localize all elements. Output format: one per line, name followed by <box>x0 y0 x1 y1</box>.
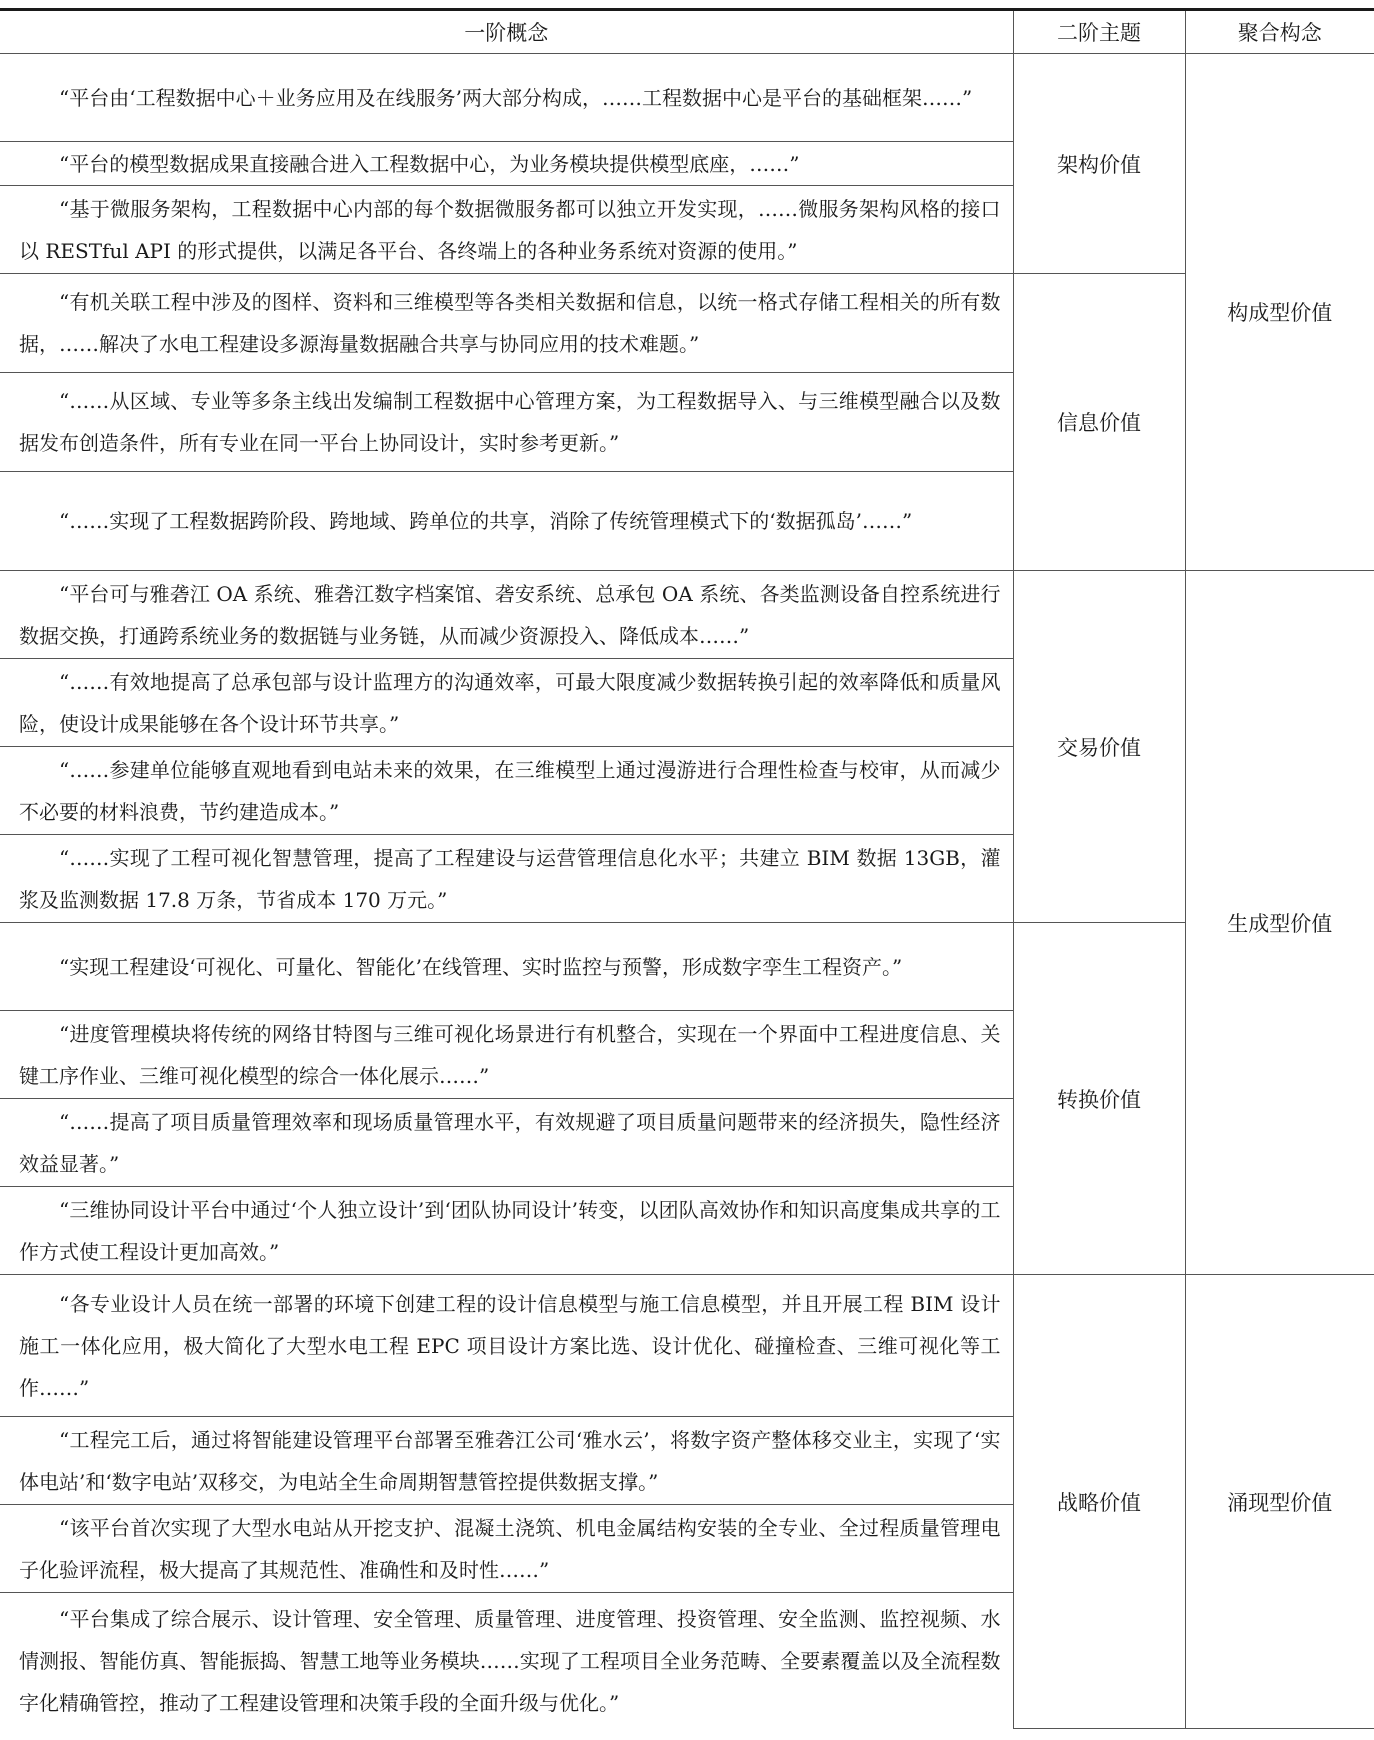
concept-cell: “……从区域、专业等多条主线出发编制工程数据中心管理方案，为工程数据导入、与三维模型融合以及数据发布创造条件，所有专业在同一平台上协同设计，实时参考更新。” <box>0 373 1013 472</box>
concept-cell: “进度管理模块将传统的网络甘特图与三维可视化场景进行有机整合，实现在一个界面中工程进度信息、关键工序作业、三维可视化模型的综合一体化展示……” <box>0 1011 1013 1099</box>
theme-cell: 转换价值 <box>1013 923 1185 1275</box>
concept-cell: “……提高了项目质量管理效率和现场质量管理水平，有效规避了项目质量问题带来的经济损失，隐性经济效益显著。” <box>0 1099 1013 1187</box>
concept-cell: “三维协同设计平台中通过‘个人独立设计’到‘团队协同设计’转变，以团队高效协作和知识高度集成共享的工作方式使工程设计更加高效。” <box>0 1187 1013 1275</box>
theme-cell: 架构价值 <box>1013 54 1185 274</box>
concept-cell: “实现工程建设‘可视化、可量化、智能化’在线管理、实时监控与预警，形成数字孪生工程资产。” <box>0 923 1013 1011</box>
table-row <box>0 923 1374 1011</box>
theme-cell: 战略价值 <box>1013 1275 1185 1729</box>
theme-cell: 信息价值 <box>1013 274 1185 571</box>
concept-cell: “……实现了工程可视化智慧管理，提高了工程建设与运营管理信息化水平；共建立 BIM 数据 13GB，灌浆及监测数据 17.8 万条，节省成本 170 万元。” <box>0 835 1013 923</box>
aggregate-cell: 生成型价值 <box>1185 571 1374 1275</box>
concept-cell: “该平台首次实现了大型水电站从开挖支护、混凝土浇筑、机电金属结构安装的全专业、全过程质量管理电子化验评流程，极大提高了其规范性、准确性和及时性……” <box>0 1505 1013 1593</box>
concept-cell: “……实现了工程数据跨阶段、跨地域、跨单位的共享，消除了传统管理模式下的‘数据孤岛’……” <box>0 472 1013 571</box>
coding-table <box>0 8 1374 1729</box>
concept-cell: “平台集成了综合展示、设计管理、安全管理、质量管理、进度管理、投资管理、安全监测、监控视频、水情测报、智能仿真、智能振捣、智慧工地等业务模块……实现了工程项目全业务范畴、全要素覆盖以及全流程数字化精确管控，推动了工程建设管理和决策手段的全面升级与优化。” <box>19 1606 1001 1715</box>
concept-cell: “工程完工后，通过将智能建设管理平台部署至雅砻江公司‘雅水云’，将数字资产整体移交业主，实现了‘实体电站’和‘数字电站’双移交，为电站全生命周期智慧管控提供数据支撑。” <box>0 1417 1013 1505</box>
table-row <box>0 1275 1374 1417</box>
table-row <box>0 54 1374 142</box>
concept-cell: “平台由‘工程数据中心＋业务应用及在线服务’两大部分构成，……工程数据中心是平台的基础框架……” <box>0 54 1013 142</box>
header-second-order-themes: 二阶主题 <box>1013 10 1185 54</box>
concept-cell: “平台的模型数据成果直接融合进入工程数据中心，为业务模块提供模型底座，……” <box>0 142 1013 186</box>
concept-cell: “基于微服务架构，工程数据中心内部的每个数据微服务都可以独立开发实现，……微服务架构风格的接口以 RESTful API 的形式提供，以满足各平台、各终端上的各种业务系统对资源的使用。” <box>0 186 1013 274</box>
concept-cell: “……参建单位能够直观地看到电站未来的效果，在三维模型上通过漫游进行合理性检查与校审，从而减少不必要的材料浪费，节约建造成本。” <box>0 747 1013 835</box>
table-row <box>0 274 1374 373</box>
header-first-order-concepts: 一阶概念 <box>0 10 1013 54</box>
aggregate-cell: 构成型价值 <box>1185 54 1374 571</box>
concept-cell: “……有效地提高了总承包部与设计监理方的沟通效率，可最大限度减少数据转换引起的效率降低和质量风险，使设计成果能够在各个设计环节共享。” <box>0 659 1013 747</box>
theme-cell: 交易价值 <box>1013 571 1185 923</box>
table-header-row <box>0 10 1374 54</box>
table-row <box>0 571 1374 659</box>
concept-cell: “各专业设计人员在统一部署的环境下创建工程的设计信息模型与施工信息模型，并且开展工程 BIM 设计施工一体化应用，极大简化了大型水电工程 EPC 项目设计方案比选、设计优化、碰撞检查、三维可视化等工作……” <box>0 1275 1013 1417</box>
aggregate-cell: 涌现型价值 <box>1185 1275 1374 1729</box>
concept-cell: “有机关联工程中涉及的图样、资料和三维模型等各类相关数据和信息，以统一格式存储工程相关的所有数据，……解决了水电工程建设多源海量数据融合共享与协同应用的技术难题。” <box>0 274 1013 373</box>
concept-cell: “平台可与雅砻江 OA 系统、雅砻江数字档案馆、砻安系统、总承包 OA 系统、各类监测设备自控系统进行数据交换，打通跨系统业务的数据链与业务链，从而减少资源投入、降低成本……” <box>0 571 1013 659</box>
header-aggregate-constructs: 聚合构念 <box>1185 10 1374 54</box>
